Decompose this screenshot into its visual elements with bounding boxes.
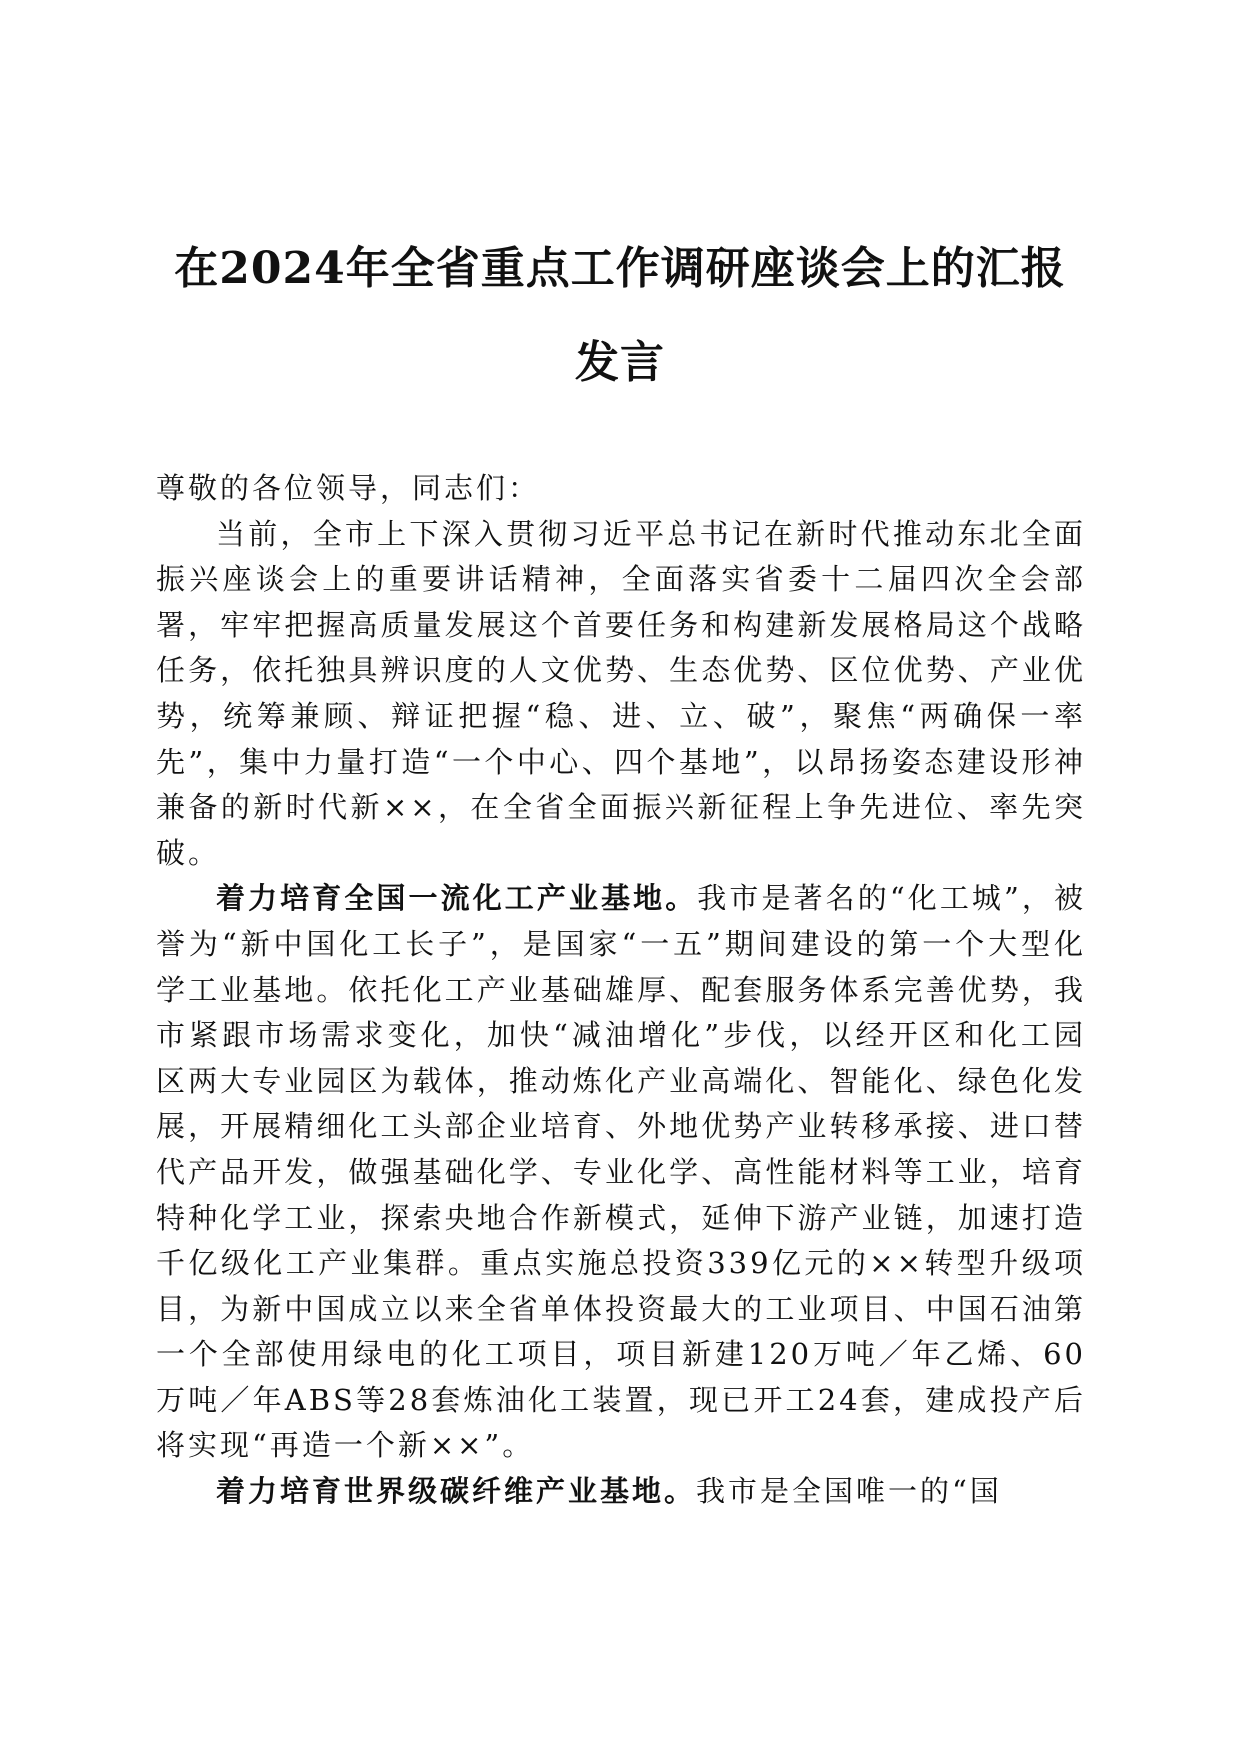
- document-body: [156, 466, 1086, 1515]
- section-paragraph-chemical: [156, 876, 1086, 1469]
- section-heading-chemical: 着力培育全国一流化工产业基地。: [216, 881, 698, 916]
- section-heading-carbon-fiber: 着力培育世界级碳纤维产业基地。: [216, 1474, 697, 1509]
- salutation: 尊敬的各位领导，同志们：: [156, 471, 541, 505]
- title-line-2: 发言: [575, 337, 665, 388]
- title-line-1: 在2024年全省重点工作调研座谈会上的汇报: [174, 243, 1066, 294]
- section-body-carbon-fiber: 我市是全国唯一的“国: [696, 1474, 1002, 1509]
- intro-paragraph: 当前，全市上下深入贯彻习近平总书记在新时代推动东北全面振兴座谈会上的重要讲话精神，全面落实省委十二届四次全会部署，牢牢把握高质量发展这个首要任务和构建新发展格局这个战略任务，依托独具辨识度的人文优势、生态优势、区位优势、产业优势，统筹兼顾、辩证把握“稳、进、立、破”，聚焦“两确保一率先”，集中力量打造“一个中心、四个基地”，以昂扬姿态建设形神兼备的新时代新××，在全省全面振兴新征程上争先进位、率先突破。: [156, 516, 1086, 870]
- section-body-chemical: 我市是著名的“化工城”，被誉为“新中国化工长子”，是国家“一五”期间建设的第一个大型化学工业基地。依托化工产业基础雄厚、配套服务体系完善优势，我市紧跟市场需求变化，加快“减油增化”步伐，以经开区和化工园区两大专业园区为载体，推动炼化产业高端化、智能化、绿色化发展，开展精细化工头部企业培育、外地优势产业转移承接、进口替代产品开发，做强基础化学、专业化学、高性能材料等工业，培育特种化学工业，探索央地合作新模式，延伸下游产业链，加速打造千亿级化工产业集群。重点实施总投资339亿元的××转型升级项目，为新中国成立以来全省单体投资最大的工业项目、中国石油第一个全部使用绿电的化工项目，项目新建120万吨／年乙烯、60万吨／年ABS等28套炼油化工装置，现已开工24套，建成投产后将实现“再造一个新××”。: [156, 881, 1086, 1463]
- document-title: [140, 222, 1100, 410]
- section-paragraph-carbon-fiber: [156, 1469, 1086, 1515]
